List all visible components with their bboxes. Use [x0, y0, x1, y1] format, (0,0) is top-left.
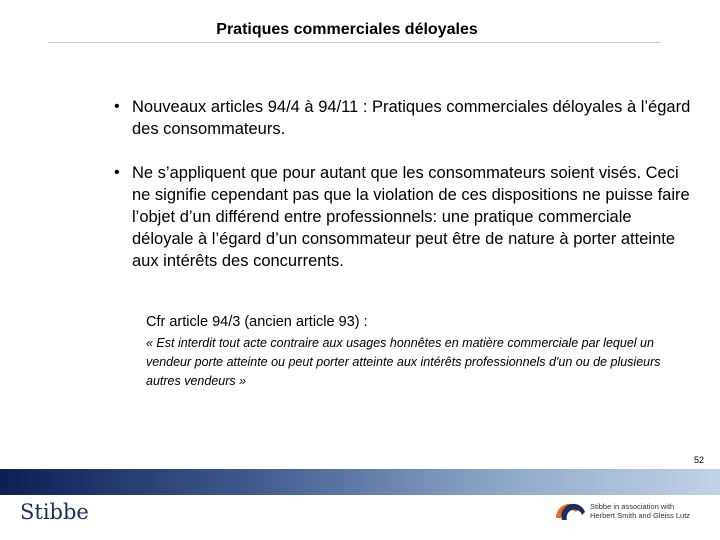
partner-line-1: Stibbe in association with — [590, 502, 675, 511]
title-divider — [48, 42, 661, 43]
reference-heading: Cfr article 94/3 (ancien article 93) : — [146, 314, 368, 330]
partner-line-2: Herbert Smith and Gleiss Lutz — [590, 511, 691, 520]
slide-title: Pratiques commerciales déloyales — [216, 21, 478, 38]
bullet-marker-1: • — [114, 98, 120, 115]
footer-band — [0, 469, 720, 495]
bullet-marker-2: • — [114, 164, 120, 181]
bullet-text-1: Nouveaux articles 94/4 à 94/11 : Pratiques commerciales déloyales à l’égard des consommateurs. — [132, 98, 691, 138]
bullet-text-2: Ne s’appliquent que pour autant que les consommateurs soient visés. Ceci ne signifie cependant pas que la violation de ces dispositions ne puisse faire l’objet d’un différend entre professionnels: une pratique commerciale déloyale à l’égard d’un consommateur peut être de nature à porter atteinte aux intérêts des concurrents. — [132, 164, 690, 270]
brand-logo: Stibbe — [20, 500, 89, 524]
reference-quote: « Est interdit tout acte contraire aux usages honnêtes en matière commerciale par lequel un vendeur porte atteinte ou peut porter atteinte aux intérêts professionnels d'un ou de plusieurs autres vendeurs » — [146, 336, 661, 388]
partner-text — [590, 502, 690, 520]
stibbe-partner-logo-icon — [554, 500, 588, 522]
page-number: 52 — [693, 455, 704, 465]
